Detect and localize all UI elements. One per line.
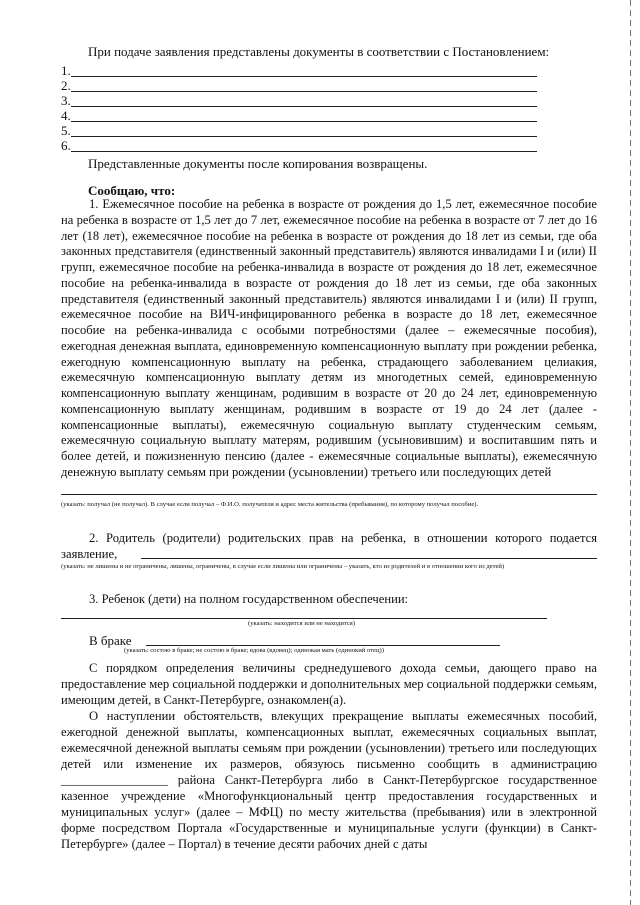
- paragraph-notification-obligation: О наступлении обстоятельств, влекущих прекращение выплаты ежемесячных пособий, ежегодной денежной выплаты, компенсационных выплат, ежемесячных социальных выплат, ежемесячной денежной выплаты семьям при рождении (усыновлении) третьего или последующих детей или изменение их размеров, обязуюсь письменно сообщить в администрацию _________________ района Санкт-Петербурга либо в Санкт-Петербургское государственное казенное учреждение «Многофункциональный центр предоставления государственных и муниципальных услуг» (далее – МФЦ) по месту жительства (пребывания) или в электронной форме посредством Портала «Государственные и муниципальные услуги (функции) в Санкт-Петербурге» (далее – Портал) в течение десяти рабочих дней с даты: [61, 709, 597, 851]
- document-line-4: [61, 109, 537, 123]
- section-heading: Сообщаю, что:: [88, 183, 176, 198]
- page-edge-dashes: [630, 0, 631, 905]
- marriage-answer-line[interactable]: [146, 645, 500, 646]
- document-line-blank[interactable]: [71, 151, 537, 152]
- document-line-3: [61, 94, 537, 108]
- document-line-blank[interactable]: [71, 121, 537, 122]
- document-line-number: 4.: [61, 108, 71, 123]
- document-line-2: [61, 79, 537, 93]
- document-line-number: 3.: [61, 93, 71, 108]
- paragraph-1-benefits: 1. Ежемесячное пособие на ребенка в возрасте от рождения до 1,5 лет, ежемесячное пособие на ребенка в возрасте от 1,5 лет до 7 лет, ежемесячное пособие на ребенка в возрасте от 7 лет до 16 лет (18 лет), ежемесячное пособие на ребенка в возрасте от рождения до 18 лет из семьи, где оба законных представителя (единственный законный представитель) являются инвалидами I и (или) II групп, ежемесячное пособие на ребенка-инвалида в возрасте от рождения до 18 лет, ежемесячное пособие на ребенка-инвалида в возрасте от рождения до 18 лет из семьи, где оба законных представителя (единственный законный представитель) являются инвалидами I и (или) II групп, ежемесячное пособие на ВИЧ-инфицированного ребенка в возрасте до 18 лет, ежемесячное пособие на ребенка-инвалида с особыми потребностями (далее – ежемесячные пособия), ежегодная денежная выплата, единовременную компенсационную выплату при рождении ребенка, ежегодную компенсационную выплату на ребенка, страдающего заболеванием целиакия, ежемесячную компенсационную выплату детям из многодетных семей, единовременную компенсационную выплату женщинам, родившим в возрасте от 20 до 24 лет, единовременную компенсационную выплату женщинам, родившим в возрасте от 19 до 24 лет (далее - компенсационные выплаты), ежемесячную социальную выплату студенческим семьям, ежемесячную социальную выплату матерям, родившим (усыновившим) и воспитавшим пять и более детей, и пожизненную пенсию (далее - ежемесячные социальные выплаты), ежемесячную денежную выплату семьям при рождении (усыновлении) третьего или последующих детей: [61, 197, 597, 479]
- state-care-answer-line[interactable]: [61, 618, 547, 619]
- documents-returned-note: Представленные документы после копирования возвращены.: [88, 156, 428, 171]
- marriage-hint: (указать: состою в браке; не состою в браке; вдова (вдовец); одинокая мать (одинокий отец)): [124, 647, 384, 654]
- paragraph-income-acknowledgement: С порядком определения величины среднедушевого дохода семьи, дающего право на предоставление мер социальной поддержки и дополнительных мер социальной поддержки семьям, имеющим детей, в Санкт-Петербурге, ознакомлен(а).: [61, 661, 597, 707]
- document-line-blank[interactable]: [71, 76, 537, 77]
- paragraph-2-parental-rights: 2. Родитель (родители) родительских прав на ребенка, в отношении которого подается заявление,: [61, 531, 597, 561]
- marriage-label: В браке: [89, 633, 132, 648]
- document-line-blank[interactable]: [71, 106, 537, 107]
- documents-intro: При подаче заявления представлены документы в соответствии с Постановлением:: [88, 44, 550, 59]
- document-line-blank[interactable]: [71, 136, 537, 137]
- state-care-hint: (указать: находится или не находится): [248, 620, 356, 627]
- document-line-number: 1.: [61, 63, 71, 78]
- document-line-blank[interactable]: [71, 91, 537, 92]
- document-line-number: 5.: [61, 123, 71, 138]
- parental-rights-answer-line[interactable]: [141, 558, 597, 559]
- document-line-number: 2.: [61, 78, 71, 93]
- parental-rights-hint: (указать: не лишены и не ограничены, лишены, ограничены, в случае если лишены или ограничены – указать, кто из родителей и в отношении кого из детей): [61, 563, 505, 570]
- document-line-number: 6.: [61, 138, 71, 153]
- paragraph-3-state-care: 3. Ребенок (дети) на полном государственном обеспечении:: [89, 592, 409, 606]
- benefits-answer-hint: (указать: получал (не получал). В случае если получал – Ф.И.О. получателя и адрес места жительства (пребывания), по которому получал пособие).: [61, 501, 479, 508]
- document-line-5: [61, 124, 537, 138]
- benefits-answer-line[interactable]: [61, 494, 597, 495]
- document-line-6: [61, 139, 537, 153]
- document-line-1: [61, 64, 537, 78]
